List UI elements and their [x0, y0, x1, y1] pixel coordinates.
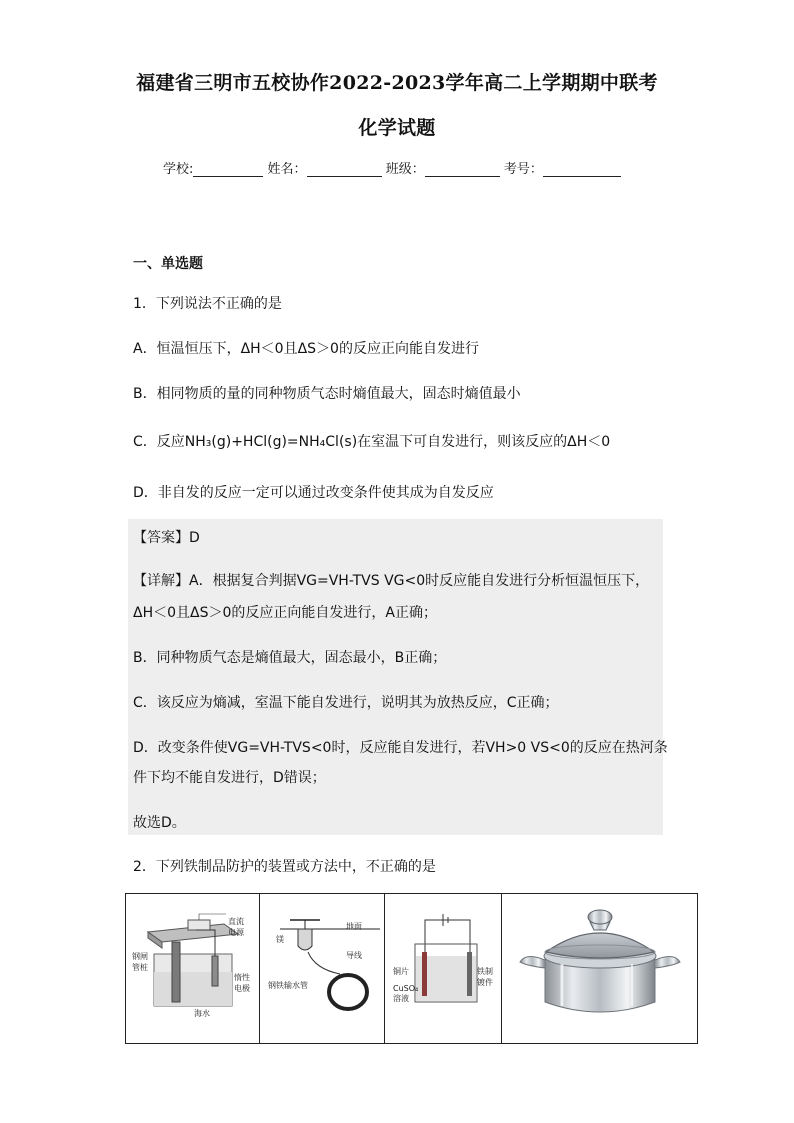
wire-label: 导线 — [346, 951, 362, 960]
name-label: 姓名： — [267, 162, 307, 177]
seawater-label: 海水 — [194, 1009, 210, 1018]
q1-detail-line: C．该反应为熵减，室温下能自发进行，说明其为放热反应，C正确； — [133, 695, 559, 711]
q1-stem: 1．下列说法不正确的是 — [133, 296, 282, 312]
solution-label: CuSO₄ 溶液 — [393, 984, 419, 1003]
copper-label: 铜片 — [393, 967, 409, 976]
class-blank[interactable] — [425, 162, 500, 177]
q1-answer: 【答案】D — [133, 530, 200, 546]
q1-option-d: D．非自发的反应一定可以通过改变条件使其成为自发反应 — [133, 485, 494, 501]
pile-label: 钢闸 管桩 — [132, 952, 148, 972]
q1-option-c: C．反应NH₃(g)+HCl(g)=NH₄Cl(s)在室温下可自发进行，则该反应的ΔH＜0 — [133, 434, 611, 450]
stainless-pot-image — [502, 894, 698, 1043]
exam-number-label: 考号： — [503, 162, 543, 177]
q1-detail-line: 故选D。 — [133, 815, 186, 831]
name-blank[interactable] — [307, 162, 382, 177]
q2-figure-table — [125, 893, 698, 1044]
q1-detail-line: 件下均不能自发进行，D错误； — [133, 770, 326, 786]
school-label: 学校: — [163, 162, 194, 177]
q1-option-b: B．相同物质的量的同种物质气态时熵值最大，固态时熵值最小 — [133, 386, 521, 402]
figure-impressed-current — [126, 894, 260, 1043]
magnesium-label: 镁 — [276, 935, 284, 944]
figure-stainless-pot — [502, 894, 698, 1043]
section-heading: 一、单选题 — [133, 256, 203, 272]
plated-iron-label: 铁制 镀件 — [477, 967, 493, 987]
ground-label: 地面 — [346, 922, 362, 931]
q1-detail-line: ΔH＜0且ΔS＞0的反应正向能自发进行，A正确； — [133, 605, 437, 621]
page-subtitle: 化学试题 — [358, 117, 436, 139]
answer-box — [128, 519, 663, 835]
class-label: 班级： — [385, 162, 425, 177]
sacrificial-anode-diagram — [260, 894, 384, 1043]
pipe-label: 钢铁输水管 — [268, 981, 308, 990]
q1-detail-line: B．同种物质气态是熵值最大，固态最小，B正确； — [133, 650, 447, 666]
power-label: 直流 电源 — [228, 917, 244, 937]
student-info-row — [163, 158, 621, 177]
page-title: 福建省三明市五校协作2022-2023学年高二上学期期中联考 — [136, 72, 658, 94]
q2-stem: 2．下列铁制品防护的装置或方法中，不正确的是 — [133, 859, 436, 875]
q1-detail-line: D．改变条件使VG=VH-TVS<0时，反应能自发进行，若VH>0 VS<0的反应在热河条 — [133, 740, 668, 756]
figure-sacrificial-anode — [260, 894, 385, 1043]
anode-label: 惰性 电极 — [234, 973, 250, 993]
school-blank[interactable] — [193, 162, 263, 177]
q1-option-a: A．恒温恒压下，ΔH＜0且ΔS＞0的反应正向能自发进行 — [133, 341, 479, 357]
figure-electroplating — [385, 894, 502, 1043]
exam-number-blank[interactable] — [543, 162, 621, 177]
q1-detail-line: 【详解】A．根据复合判据VG=VH-TVS VG<0时反应能自发进行分析恒温恒压下， — [133, 573, 650, 589]
